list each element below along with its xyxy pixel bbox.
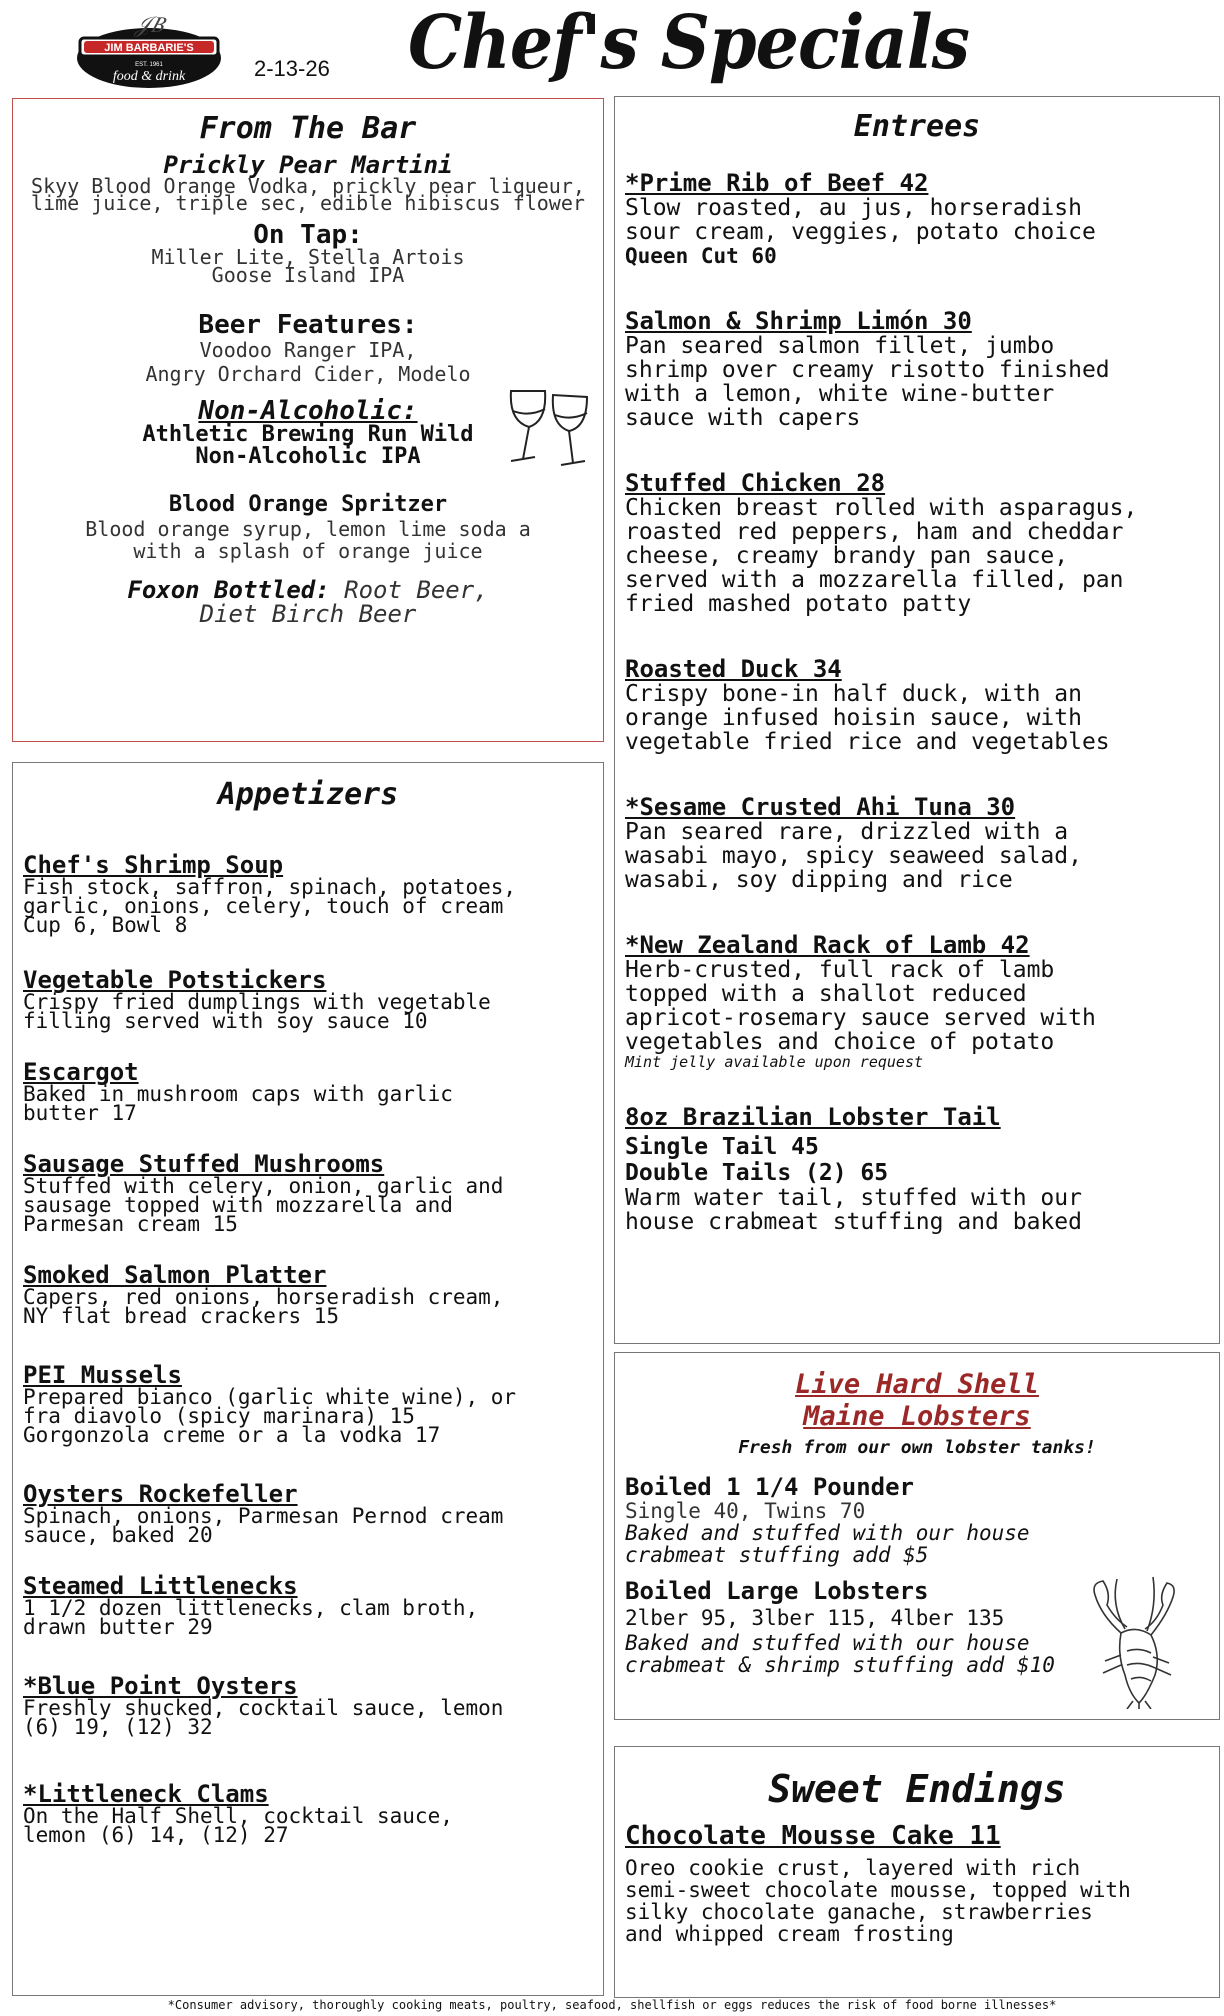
appetizers-section (12, 762, 604, 1996)
menu-item-name: Stuffed Chicken 28 (625, 469, 886, 497)
logo-name: JIM BARBARIE'S (104, 42, 194, 54)
cake-desc: Oreo cookie crust, layered with rich (625, 1856, 1081, 1880)
menu-item-desc: Parmesan cream 15 (23, 1212, 238, 1236)
menu-item-desc: lemon (6) 14, (12) 27 (23, 1823, 289, 1847)
from-the-bar-section (12, 98, 604, 742)
menu-date: 2-13-26 (254, 56, 330, 81)
lobster-title1: Live Hard Shell (795, 1369, 1039, 1400)
beer-line2: Angry Orchard Cider, Modelo (145, 362, 471, 386)
menu-item-name: *New Zealand Rack of Lamb 42 (625, 931, 1030, 959)
cake-desc: silky chocolate ganache, strawberries (625, 1900, 1093, 1924)
menu-item-name: *Blue Point Oysters (23, 1672, 298, 1700)
menu-item-desc: vegetables and choice of potato (625, 1029, 1055, 1055)
menu-item-desc: Pan seared rare, drizzled with a (625, 819, 1069, 845)
prime-rib-line1: Slow roasted, au jus, horseradish (625, 195, 1082, 221)
menu-item-name: Chef's Shrimp Soup (23, 851, 284, 879)
consumer-advisory: *Consumer advisory, thoroughly cooking meats, poultry, seafood, shellfish or eggs reduces the risk of food borne illnesses* (167, 1998, 1057, 2012)
menu-item-desc: Gorgonzola creme or a la vodka 17 (23, 1423, 441, 1447)
menu-item-desc: fried mashed potato patty (625, 591, 972, 617)
menu-item-name: Oysters Rockefeller (23, 1480, 298, 1508)
lobster-tagline: Fresh from our own lobster tanks! (738, 1437, 1096, 1458)
appetizers-title: Appetizers (217, 777, 399, 812)
spritzer-line1: Blood orange syrup, lemon lime soda a (85, 517, 531, 541)
menu-item-name: Smoked Salmon Platter (23, 1261, 327, 1289)
menu-item-desc: with a lemon, white wine-butter (625, 381, 1055, 407)
martini-desc: Skyy Blood Orange Vodka, prickly pear liqueur, lime juice, triple sec, edible hibiscus flower (31, 174, 585, 215)
bar-title: From The Bar (199, 111, 417, 146)
non-alc-title: Non-Alcoholic: (198, 396, 418, 426)
boiled-line1: Baked and stuffed with our house (625, 1521, 1030, 1545)
menu-item-desc: drawn butter 29 (23, 1615, 213, 1639)
prime-rib-name: *Prime Rib of Beef 42 (625, 169, 929, 197)
menu-item-desc: Baked in mushroom caps with garlic (23, 1082, 453, 1106)
beer-line1: Voodoo Ranger IPA, (199, 338, 417, 362)
menu-item-desc: served with a mozzarella filled, pan (625, 567, 1124, 593)
menu-item-desc: sauce, baked 20 (23, 1523, 213, 1547)
menu-item-desc: roasted red peppers, ham and cheddar (625, 519, 1124, 545)
menu-item-desc: sausage topped with mozzarella and (23, 1193, 453, 1217)
menu-item-desc: Capers, red onions, horseradish cream, (23, 1285, 504, 1309)
menu-item-desc: Herb-crusted, full rack of lamb (625, 957, 1055, 983)
foxon-line1: Root Beer, (329, 576, 489, 604)
lobster-tail-line1: Warm water tail, stuffed with our (625, 1185, 1082, 1211)
cake-name: Chocolate Mousse Cake 11 (625, 1821, 1001, 1851)
menu-item-desc: Pan seared salmon fillet, jumbo (625, 333, 1055, 359)
menu-item-name: Steamed Littlenecks (23, 1572, 298, 1600)
menu-item-desc: Cup 6, Bowl 8 (23, 913, 188, 937)
menu-item-desc: Stuffed with celery, onion, garlic and (23, 1174, 504, 1198)
logo-est: EST. 1961 (135, 62, 163, 68)
logo-sub: food & drink (112, 69, 186, 84)
menu-item-desc: Fish stock, saffron, spinach, potatoes, (23, 875, 517, 899)
prime-rib-line2: sour cream, veggies, potato choice (625, 219, 1096, 245)
menu-item-name: Roasted Duck 34 (625, 655, 842, 683)
beer-features-title: Beer Features: (198, 310, 418, 340)
svg-text:𝒥𝐵: 𝒥𝐵 (134, 12, 164, 37)
page-title: Chef's Specials (408, 0, 970, 86)
menu-item-desc: Crispy bone-in half duck, with an (625, 681, 1082, 707)
menu-item-desc: orange infused hoisin sauce, with (625, 705, 1082, 731)
lobster-tail-name: 8oz Brazilian Lobster Tail (625, 1103, 1001, 1131)
menu-item-desc: sauce with capers (625, 405, 861, 431)
menu-item-desc: butter 17 (23, 1101, 137, 1125)
large-price: 2lber 95, 3lber 115, 4lber 135 (625, 1606, 1005, 1630)
menu-item-desc: Prepared bianco (garlic white wine), or (23, 1385, 517, 1409)
menu-item-name: *Littleneck Clams (23, 1780, 269, 1808)
menu-item-desc: (6) 19, (12) 32 (23, 1715, 213, 1739)
large-name: Boiled Large Lobsters (625, 1577, 929, 1605)
martini-name: Prickly Pear Martini (163, 151, 453, 179)
entrees-title: Entrees (853, 109, 981, 144)
sweet-endings-section (614, 1746, 1220, 1998)
on-tap-line1: Miller Lite, Stella Artois (151, 245, 465, 269)
menu-item-name: Salmon & Shrimp Limón 30 (625, 307, 972, 335)
prime-rib-extra: Queen Cut 60 (625, 244, 777, 268)
lobster-tail-line2: house crabmeat stuffing and baked (625, 1209, 1082, 1235)
menu-item-name: Sausage Stuffed Mushrooms (23, 1150, 385, 1178)
boiled-name: Boiled 1 1/4 Pounder (625, 1473, 914, 1501)
menu-item-desc: wasabi, soy dipping and rice (625, 867, 1013, 893)
menu-item-desc: vegetable fried rice and vegetables (625, 729, 1110, 755)
live-lobsters-section (614, 1352, 1220, 1720)
lobster-tail-double: Double Tails (2) 65 (625, 1160, 889, 1186)
non-alc-line2: Non-Alcoholic IPA (195, 444, 421, 469)
menu-item-note: Mint jelly available upon request (625, 1053, 924, 1071)
menu-item-name: *Sesame Crusted Ahi Tuna 30 (625, 793, 1016, 821)
menu-item-desc: shrimp over creamy risotto finished (625, 357, 1110, 383)
menu-item-desc: topped with a shallot reduced (625, 981, 1027, 1007)
cake-desc: semi-sweet chocolate mousse, topped with (625, 1878, 1131, 1902)
menu-item-desc: garlic, onions, celery, touch of cream (23, 894, 504, 918)
foxon-line2: Diet Birch Beer (199, 600, 417, 628)
restaurant-logo (76, 8, 222, 92)
large-line1: Baked and stuffed with our house (625, 1631, 1030, 1655)
entrees-section (614, 96, 1220, 1344)
lobster-tail-single: Single Tail 45 (625, 1134, 819, 1160)
menu-item-desc: Chicken breast rolled with asparagus, (625, 495, 1138, 521)
menu-item-desc: filling served with soy sauce 10 (23, 1009, 428, 1033)
menu-item-desc: On the Half Shell, cocktail sauce, (23, 1804, 453, 1828)
menu-item-desc: Freshly shucked, cocktail sauce, lemon (23, 1696, 504, 1720)
menu-item-desc: apricot-rosemary sauce served with (625, 1005, 1096, 1031)
boiled-line2: crabmeat stuffing add $5 (625, 1543, 929, 1567)
foxon-label: Foxon Bottled: (127, 576, 330, 604)
large-line2: crabmeat & shrimp stuffing add $10 (625, 1653, 1055, 1677)
lobster-icon (1081, 1575, 1191, 1709)
on-tap-title: On Tap: (253, 220, 363, 250)
cake-desc: and whipped cream frosting (625, 1922, 954, 1946)
menu-item-desc: fra diavolo (spicy marinara) 15 (23, 1404, 415, 1428)
wine-glasses-icon (501, 381, 603, 471)
menu-item-desc: Spinach, onions, Parmesan Pernod cream (23, 1504, 504, 1528)
spritzer-line2: with a splash of orange juice (133, 539, 483, 563)
menu-item-desc: 1 1/2 dozen littlenecks, clam broth, (23, 1596, 479, 1620)
menu-item-desc: wasabi mayo, spicy seaweed salad, (625, 843, 1082, 869)
menu-item-desc: NY flat bread crackers 15 (23, 1304, 340, 1328)
boiled-price: Single 40, Twins 70 (625, 1499, 866, 1523)
header (0, 0, 1224, 96)
menu-item-name: Escargot (23, 1058, 139, 1086)
menu-item-desc: cheese, creamy brandy pan sauce, (625, 543, 1069, 569)
on-tap-line2: Goose Island IPA (211, 263, 405, 287)
non-alc-line1: Athletic Brewing Run Wild (142, 422, 474, 447)
menu-item-name: Vegetable Potstickers (23, 966, 327, 994)
sweet-title: Sweet Endings (768, 1767, 1066, 1811)
lobster-title2: Maine Lobsters (803, 1401, 1031, 1432)
menu-item-desc: Crispy fried dumplings with vegetable (23, 990, 491, 1014)
menu-item-name: PEI Mussels (23, 1361, 182, 1389)
spritzer-name: Blood Orange Spritzer (168, 492, 448, 517)
